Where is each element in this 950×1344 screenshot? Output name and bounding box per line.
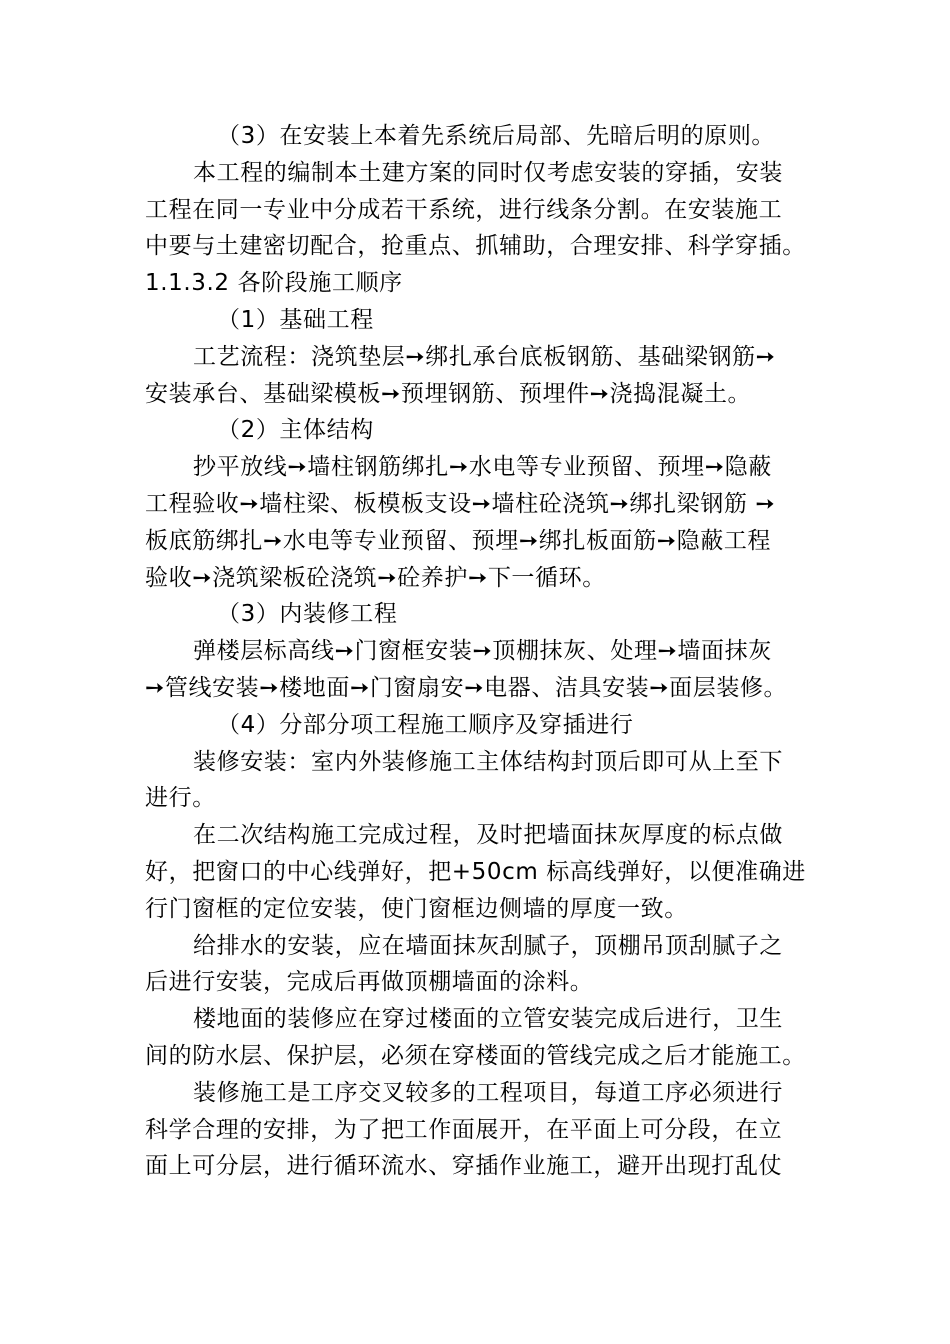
text-line: （3）在安装上本着先系统后局部、先暗后明的原则。 <box>217 123 776 149</box>
text-line: 中要与土建密切配合，抢重点、抓辅助，合理安排、科学穿插。 <box>145 233 806 260</box>
text-line: 工程验收➙墙柱梁、板模板支设➙墙柱砼浇筑➙绑扎梁钢筋 ➙ <box>145 490 776 517</box>
text-line: （3）内装修工程 <box>217 601 398 628</box>
text-line: （2）主体结构 <box>217 417 374 444</box>
text-line: 抄平放线➙墙柱钢筋绑扎➙水电等专业预留、预埋➙隐蔽 <box>193 454 772 481</box>
text-line: 楼地面的装修应在穿过楼面的立管安装完成后进行，卫生 <box>193 1006 783 1033</box>
text-line: 面上可分层，进行循环流水、穿插作业施工，避开出现打乱仗 <box>145 1153 783 1180</box>
text-line: 间的防水层、保护层，必须在穿楼面的管线完成之后才能施工。 <box>145 1042 806 1069</box>
text-line: 板底筋绑扎➙水电等专业预留、预埋➙绑扎板面筋➙隐蔽工程 <box>145 527 772 554</box>
text-line: 好，把窗口的中心线弹好，把+50cm 标高线弹好，以便准确进 <box>145 858 806 885</box>
text-line: （1）基础工程 <box>217 306 374 333</box>
text-line: 工程在同一专业中分成若干系统，进行线条分割。在安装施工 <box>145 196 783 223</box>
text-line: 弹楼层标高线➙门窗框安装➙顶棚抹灰、处理➙墙面抹灰 <box>193 638 772 665</box>
text-line: 本工程的编制本土建方案的同时仅考虑安装的穿插，安装 <box>193 159 783 186</box>
text-line: 安装承台、基础梁模板➙预埋钢筋、预埋件➙浇捣混凝土。 <box>145 380 752 407</box>
text-line: 科学合理的安排，为了把工作面展开，在平面上可分段，在立 <box>145 1116 783 1143</box>
text-line: 在二次结构施工完成过程，及时把墙面抹灰厚度的标点做 <box>193 822 783 849</box>
text-line: 进行。 <box>145 785 216 812</box>
document-body <box>145 118 810 1185</box>
text-line: 给排水的安装，应在墙面抹灰刮腻子，顶棚吊顶刮腻子之 <box>193 932 783 959</box>
text-line: 装修安装：室内外装修施工主体结构封顶后即可从上至下 <box>193 748 783 775</box>
text-line: 行门窗框的定位安装，使门窗框边侧墙的厚度一致。 <box>145 895 688 922</box>
text-line: 验收➙浇筑梁板砼浇筑➙砼养护➙下一循环。 <box>145 564 606 591</box>
text-line: 1.1.3.2 各阶段施工顺序 <box>145 270 403 297</box>
text-line: （4）分部分项工程施工顺序及穿插进行 <box>217 711 634 738</box>
text-line: ➙管线安装➙楼地面➙门窗扇安➙电器、洁具安装➙面层装修。 <box>145 674 788 701</box>
text-line: 装修施工是工序交叉较多的工程项目，每道工序必须进行 <box>193 1079 783 1106</box>
text-line: 后进行安装，完成后再做顶棚墙面的涂料。 <box>145 969 594 996</box>
text-line: 工艺流程：浇筑垫层➙绑扎承台底板钢筋、基础梁钢筋➙ <box>193 343 776 370</box>
